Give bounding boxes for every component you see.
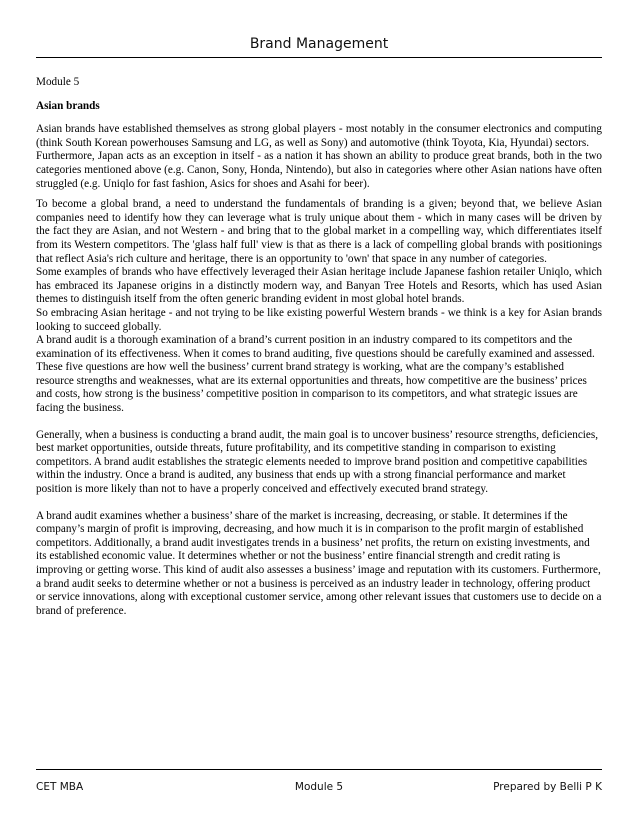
paragraph: A brand audit is a thorough examination of a brand’s current position in an industry compared to its competitors and the examination of its effectiveness. When it comes to brand auditing, five questions should be carefully examined and assessed. These five questions are how well the business’ current brand strategy is working, what are the company’s established resource strengths and weaknesses, what are its external opportunities and threats, how competitive are the business’ prices and costs, how strong is the business’ competitive position in comparison to its competitors, and what strategic issues are facing the business. <box>36 334 595 415</box>
paragraph: A brand audit examines whether a business’ share of the market is increasing, decreasing, or stable. It determines if the company’s margin of profit is improving, decreasing, and how much it is in comparison to the profit margin of established competitors. Additionally, a brand audit investigates trends in a business’ net profits, the return on existing investments, and its established economic value. It determines whether or not the business’ entire financial strength and credit rating is improving or getting worse. This kind of audit also assesses a business’ image and reputation with its customers. Furthermore, a brand audit seeks to determine whether or not a business is perceived as an industry leader in technology, offering product or service innovations, along with exceptional customer service, among other relevant issues that customers use to decide on a brand of preference. <box>36 509 602 617</box>
paragraph: So embracing Asian heritage - and not trying to be like existing powerful Western brands - we think is a key for Asian brands looking to succeed globally. <box>36 306 602 333</box>
module-label: Module 5 <box>36 76 80 88</box>
footer-center: Module 5 <box>294 781 344 793</box>
paragraph: To become a global brand, a need to understand the fundamentals of branding is a given; beyond that, we believe Asian companies need to identify how they can leverage what is truly unique about them - which in many cases will be driven by the fact they are Asian, and not Western - and bring that to the global market in a compelling way, which differentiates itself from its Western competitors. The 'glass half full' view is that as there is a lack of compelling global brands with positionings that reflect Asia's rich culture and heritage, there is an opportunity to 'own' that space in any number of categories. <box>36 198 602 265</box>
paragraph: Asian brands have established themselves as strong global players - most notably in the consumer electronics and computing (think South Korean powerhouses Samsung and LG, as well as Sony) and automotive (think Toyota, Kia, Hyundai) sectors. <box>36 123 602 149</box>
footer-right: Prepared by Belli P K <box>493 781 602 793</box>
footer-divider <box>36 769 602 770</box>
page-body <box>36 76 602 618</box>
paragraph: Generally, when a business is conducting a brand audit, the main goal is to uncover business’ resource strengths, deficiencies, best market opportunities, outside threats, future profitability, and its competitive standing in comparison to existing competitors. A brand audit establishes the strategic elements needed to improve brand position and competitive capabilities within the industry. Once a brand is audited, any business that ends up with a strong financial performance and market position is more likely than not to have a properly conceived and effectively executed brand strategy. <box>36 428 599 496</box>
page-header-title: Brand Management <box>249 36 389 52</box>
header-divider <box>36 57 602 58</box>
section-heading: Asian brands <box>36 99 100 112</box>
paragraph: Furthermore, Japan acts as an exception in itself - as a nation it has shown an ability to produce great brands, both in the two categories mentioned above (e.g. Canon, Sony, Honda, Nintendo), but also in categories where other Asian nations have often struggled (e.g. Uniqlo for fast fashion, Asics for shoes and Asahi for beer). <box>36 150 602 190</box>
paragraph: Some examples of brands who have effectively leveraged their Asian heritage include Japanese fashion retailer Uniqlo, which has embraced its Japanese origins in a distinctly modern way, and Banyan Tree Hotels and Resorts, which has used Asian themes to distinguish itself from the often generic branding evident in most global hotel brands. <box>36 266 602 306</box>
footer-left: CET MBA <box>36 781 84 793</box>
